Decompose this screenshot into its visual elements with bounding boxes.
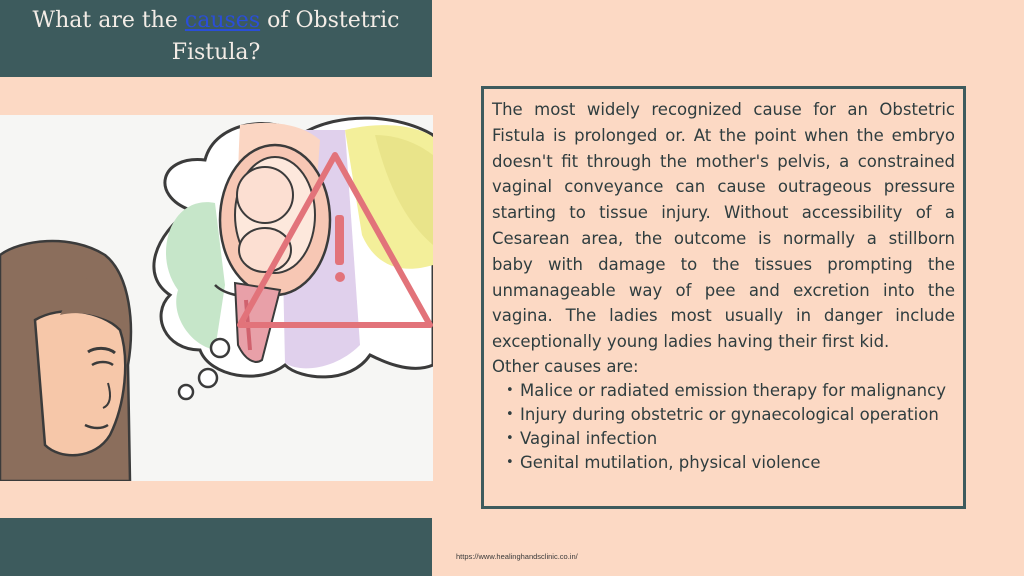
causes-link[interactable]: causes bbox=[184, 8, 261, 33]
list-item: • Injury during obstetric or gynaecological operation bbox=[510, 403, 955, 427]
list-item: • Malice or radiated emission therapy for malignancy bbox=[510, 379, 955, 403]
slide-title bbox=[0, 0, 432, 77]
list-item: • Vaginal infection bbox=[510, 427, 955, 451]
pregnancy-thought-illustration bbox=[0, 115, 433, 481]
bottom-bar bbox=[0, 518, 432, 576]
list-item: • Genital mutilation, physical violence bbox=[510, 451, 955, 475]
illustration-image bbox=[0, 115, 433, 481]
other-causes-label: Other causes are: bbox=[492, 356, 639, 376]
footer-url[interactable]: https://www.healinghandsclinic.co.in/ bbox=[456, 552, 578, 561]
causes-text-box bbox=[481, 86, 966, 509]
woman-face bbox=[35, 311, 125, 455]
title-suffix: of Obstetric Fistula? bbox=[171, 8, 400, 65]
title-prefix: What are the bbox=[32, 8, 185, 33]
other-causes-list bbox=[492, 379, 955, 475]
cause-paragraph: The most widely recognized cause for an Obstetric Fistula is prolonged or. At the point when the embryo doesn't fit through the mother's pelvis, a constrained vaginal conveyance can cause outrageous pressure starting to tissue injury. Without accessibility of a Cesarean area, the outcome is normally a stillborn baby with damage to the tissues prompting the unmanageable way of pee and excretion into the vagina. The ladies most usually in danger include exceptionally young ladies having their first kid. bbox=[492, 100, 955, 352]
